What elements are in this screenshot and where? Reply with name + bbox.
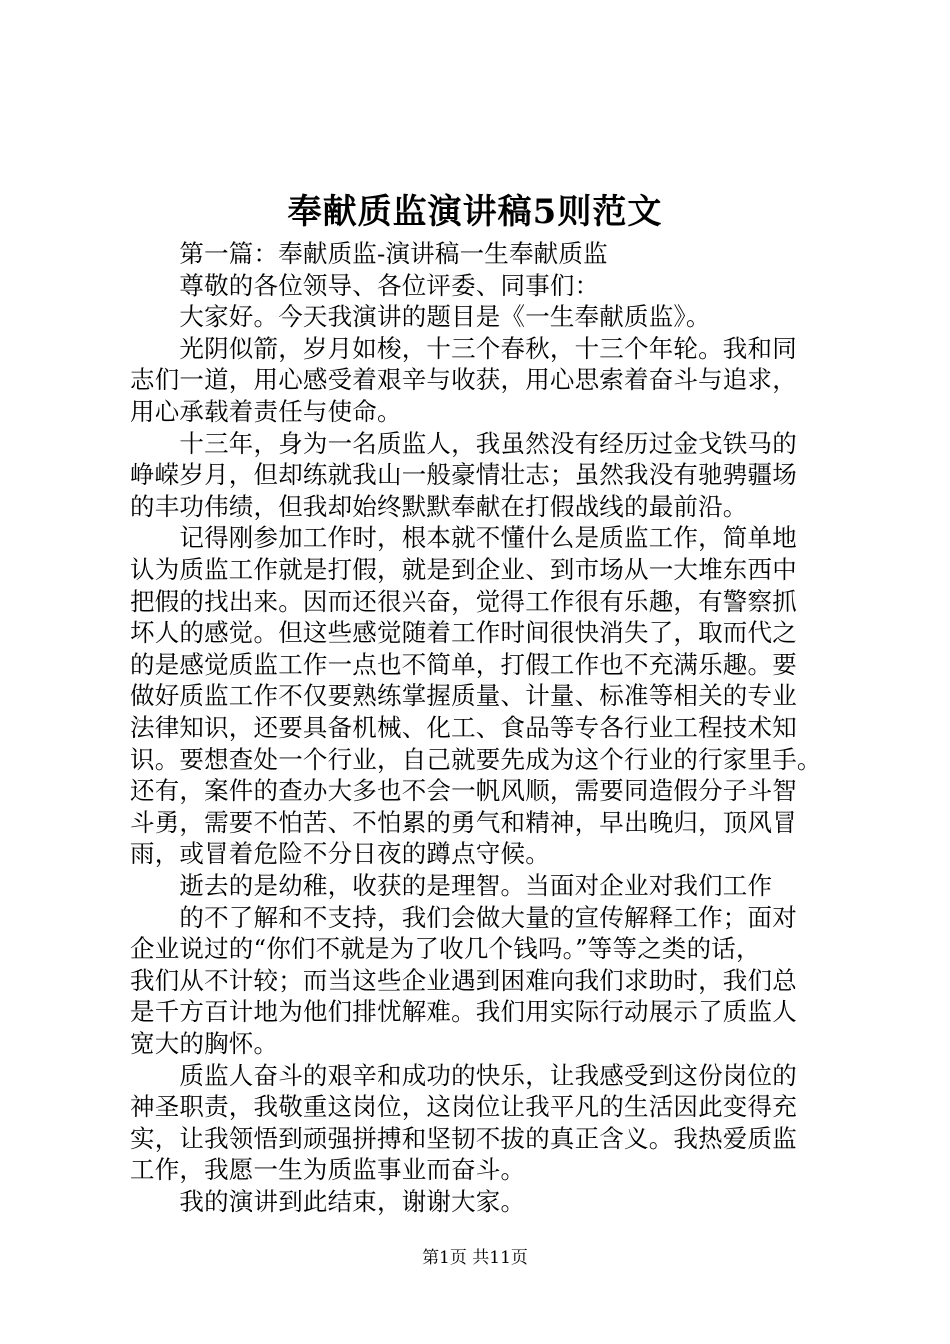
body-line: 的是感觉质监工作一点也不简单，打假工作也不充满乐趣。要 xyxy=(130,649,797,679)
body-line: 认为质监工作就是打假，就是到企业、到市场从一大堆东西中 xyxy=(130,555,797,584)
body-line: 坏人的感觉。但这些感觉随着工作时间很快消失了，取而代之 xyxy=(130,618,797,648)
page-footer: 第1页 共11页 xyxy=(422,1248,528,1268)
body-line: 把假的找出来。因而还很兴奋，觉得工作很有乐趣，有警察抓 xyxy=(130,586,797,616)
body-line: 第一篇：奉献质监-演讲稿一生奉献质监 xyxy=(130,239,608,268)
body-line: 法律知识，还要具备机械、化工、食品等专各行业工程技术知 xyxy=(130,713,797,742)
body-line: 雨，或冒着危险不分日夜的蹲点守候。 xyxy=(130,839,550,869)
body-line: 用心承载着责任与使命。 xyxy=(130,397,402,426)
body-line: 企业说过的“你们不就是为了收几个钱吗。”等等之类的话， xyxy=(130,934,761,964)
body-line: 质监人奋斗的艰辛和成功的快乐，让我感受到这份岗位的 xyxy=(130,1060,797,1090)
body-line: 我的演讲到此结束，谢谢大家。 xyxy=(130,1187,526,1216)
body-line: 神圣职责，我敬重这岗位，这岗位让我平凡的生活因此变得充 xyxy=(130,1092,797,1122)
body-line: 峥嵘岁月，但却练就我山一般豪情壮志；虽然我没有驰骋疆场 xyxy=(130,460,797,490)
body-line: 尊敬的各位领导、各位评委、同事们： xyxy=(130,270,600,300)
body-line: 记得刚参加工作时，根本就不懂什么是质监工作，简单地 xyxy=(130,523,797,553)
document-title: 奉献质监演讲稿5则范文 xyxy=(287,192,663,232)
body-line: 逝去的是幼稚，收获的是理智。当面对企业对我们工作 xyxy=(130,871,773,900)
body-line: 做好质监工作不仅要熟练掌握质量、计量、标准等相关的专业 xyxy=(130,681,797,711)
body-line: 识。要想查处一个行业，自己就要先成为这个行业的行家里手。 xyxy=(130,744,822,774)
body-line: 斗勇，需要不怕苦、不怕累的勇气和精神，早出晚归，顶风冒 xyxy=(130,807,797,837)
body-line: 还有，案件的查办大多也不会一帆风顺，需要同造假分子斗智 xyxy=(130,776,797,806)
body-line: 大家好。今天我演讲的题目是《一生奉献质监》。 xyxy=(130,302,711,332)
body-line: 十三年，身为一名质监人，我虽然没有经历过金戈铁马的 xyxy=(130,428,797,458)
body-line: 我们从不计较；而当这些企业遇到困难向我们求助时，我们总 xyxy=(130,965,797,995)
body-line: 光阴似箭，岁月如梭，十三个春秋，十三个年轮。我和同 xyxy=(130,333,797,363)
body-line: 宽大的胸怀。 xyxy=(130,1029,279,1058)
body-line: 的不了解和不支持，我们会做大量的宣传解释工作；面对 xyxy=(130,902,797,932)
body-line: 工作，我愿一生为质监事业而奋斗。 xyxy=(130,1155,526,1185)
body-line: 的丰功伟绩，但我却始终默默奉献在打假战线的最前沿。 xyxy=(130,491,748,521)
body-line: 实，让我领悟到顽强拼搏和坚韧不拔的真正含义。我热爱质监 xyxy=(130,1123,797,1153)
body-line: 是千方百计地为他们排忧解难。我们用实际行动展示了质监人 xyxy=(130,997,797,1027)
body-line: 志们一道，用心感受着艰辛与收获，用心思索着奋斗与追求， xyxy=(130,365,797,395)
